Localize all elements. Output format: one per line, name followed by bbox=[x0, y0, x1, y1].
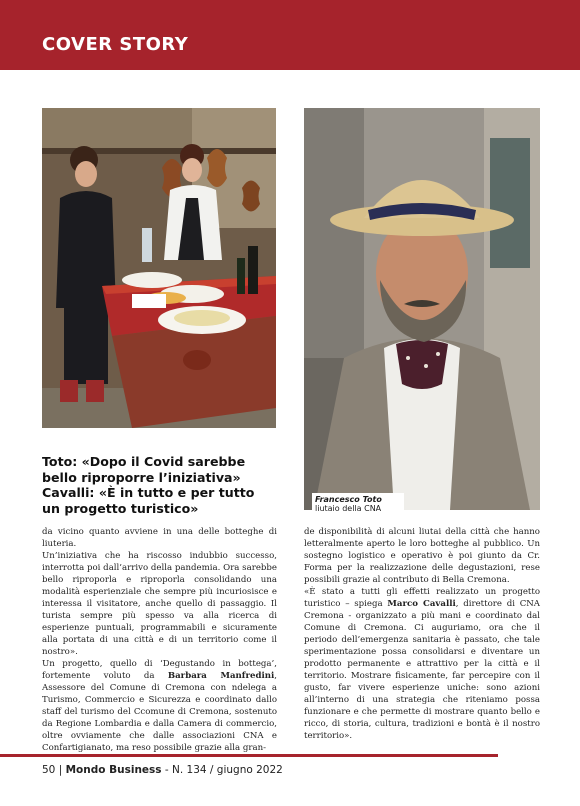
headline-line: un progetto turistico» bbox=[42, 500, 199, 516]
paragraph: da vicino quanto avviene in una delle botteghe di liuteria. bbox=[42, 527, 277, 549]
paragraph-text: , direttore di CNA Cremona - organizzato a più mani e coordinato dal Comune di Cremona. Ci auguriamo, ora che il periodo dell’emergenza sanitaria è passato, che tale sperimentazione possa consolidarsi e diventare un prodotto permanente e attrattivo per la città e il territorio. Mostrare fisicamente, far percepire con il gusto, far vivere esperienze uniche: sono azioni all’interno di una strategia che riteniamo possa funzionare e che permette di mostrare quanto bello e ricco, di storia, cultura, tradizioni e bontà è il nostro territorio». bbox=[304, 599, 541, 741]
section-label: COVER STORY bbox=[42, 34, 189, 55]
footer-rule bbox=[0, 754, 498, 757]
workshop-illustration bbox=[42, 108, 276, 428]
person-name-cavalli: Marco Cavalli bbox=[387, 599, 456, 609]
paragraph: de disponibilità di alcuni liutai della città che hanno letteralmente aperto le loro botteghe al pubblico. Un sostegno logistico e operativo è poi giunto da Cr. Forma per la realizzazione delle degustazioni, rese possibili grazie al contributo di Bella Cremona. bbox=[304, 527, 540, 585]
caption-name: Francesco Toto bbox=[315, 495, 382, 504]
paragraph: Un’iniziativa che ha riscosso indubbio successo, interrotta poi dall’arrivo della pandemia. Ora sarebbe bello riproporla e riproporla consolidando una modalità esperienziale che sempre più incuriosisce e interessa il visitatore, anche quello di passaggio. Il turista sempre più spesso va alla ricerca di esperienze puntuali, programmabili e sicuramente alla portata di una città e di un territorio come il nostro». bbox=[42, 551, 277, 657]
paragraph-text: , Assessore del Comune di Cremona con ndelega a Turismo, Commercio e Sicurezza e coordinato dallo staff del turismo del Ccomune di Cremona, sostenuto da Regione Lombardia e dalla Camera di commercio, oltre ovviamente che dalle associazioni CNA e Confartigianato, ma reso possibile grazie alla gran- bbox=[42, 671, 277, 753]
caption-role: liutaio della CNA bbox=[315, 504, 382, 513]
paragraph bbox=[42, 658, 277, 754]
article-column-right bbox=[304, 526, 540, 742]
photo-tasting-workshop bbox=[42, 108, 276, 428]
portrait-illustration bbox=[304, 108, 540, 510]
photo-portrait-toto bbox=[304, 108, 540, 510]
article-headline bbox=[42, 454, 280, 516]
person-name-manfredini: Barbara Manfredini bbox=[167, 671, 275, 681]
headline-line: Cavalli: «È in tutto e per tutto bbox=[42, 485, 255, 500]
paragraph-text: «È stato a tutti gli effetti realizzato un progetto turistico – spiega bbox=[304, 587, 540, 609]
headline-line: bello riproporre l’iniziativa» bbox=[42, 469, 241, 485]
issue-info: - N. 134 / giugno 2022 bbox=[161, 764, 283, 776]
paragraph-text: Un progetto, quello di ‘Degustando in bottega’, fortemente voluto da bbox=[42, 659, 277, 681]
photo-caption bbox=[312, 493, 404, 513]
page-footer bbox=[42, 764, 283, 776]
page-number: 50 bbox=[42, 764, 56, 776]
footer-separator: | bbox=[55, 764, 66, 776]
publication-name: Mondo Business bbox=[65, 764, 162, 776]
paragraph bbox=[304, 586, 540, 742]
article-column-left bbox=[42, 526, 277, 754]
header-band bbox=[0, 0, 580, 70]
headline-line: Toto: «Dopo il Covid sarebbe bbox=[42, 454, 246, 469]
